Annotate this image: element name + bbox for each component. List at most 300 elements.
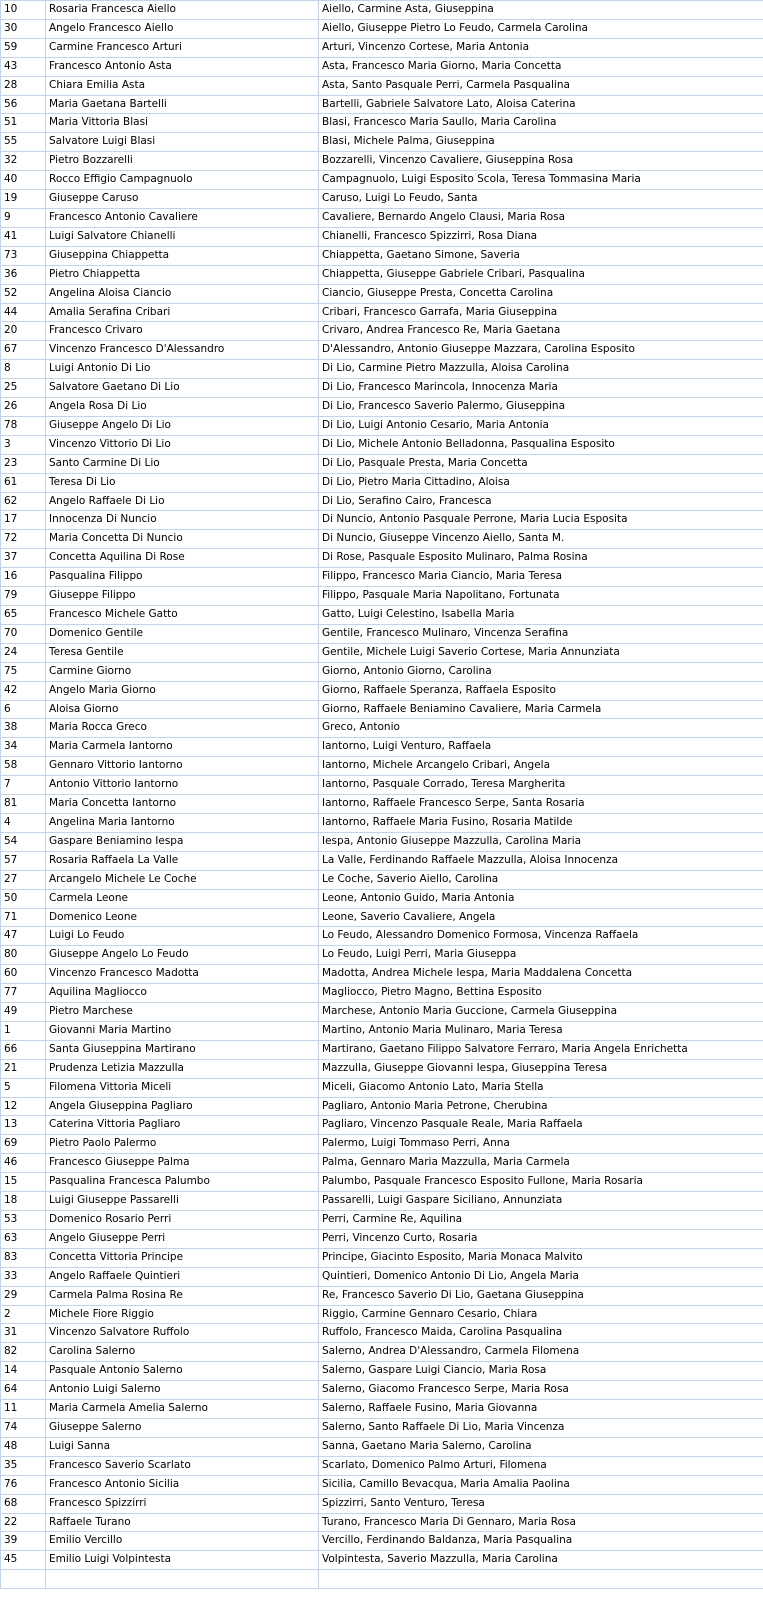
- parents-cell[interactable]: Iantorno, Michele Arcangelo Cribari, Angela: [319, 757, 763, 776]
- num-cell[interactable]: 8: [1, 360, 46, 379]
- parents-cell[interactable]: Magliocco, Pietro Magno, Bettina Esposito: [319, 984, 763, 1003]
- num-cell[interactable]: 63: [1, 1229, 46, 1248]
- table-row: [1, 76, 763, 95]
- name-cell[interactable]: Domenico Gentile: [46, 624, 319, 643]
- parents-cell[interactable]: Bozzarelli, Vincenzo Cavaliere, Giuseppina Rosa: [319, 152, 763, 171]
- parents-cell[interactable]: D'Alessandro, Antonio Giuseppe Mazzara, Carolina Esposito: [319, 341, 763, 360]
- table-row: [1, 1040, 763, 1059]
- name-cell[interactable]: Vincenzo Francesco D'Alessandro: [46, 341, 319, 360]
- parents-cell[interactable]: Scarlato, Domenico Palmo Arturi, Filomena: [319, 1456, 763, 1475]
- num-cell[interactable]: 38: [1, 719, 46, 738]
- name-cell[interactable]: Concetta Aquilina Di Rose: [46, 549, 319, 568]
- name-cell[interactable]: Luigi Lo Feudo: [46, 927, 319, 946]
- records-table-body: [1, 1, 763, 1589]
- parents-cell[interactable]: Lo Feudo, Luigi Perri, Maria Giuseppa: [319, 946, 763, 965]
- table-row: [1, 95, 763, 114]
- parents-cell[interactable]: Salerno, Raffaele Fusino, Maria Giovanna: [319, 1400, 763, 1419]
- name-cell[interactable]: Carolina Salerno: [46, 1343, 319, 1362]
- num-cell[interactable]: 44: [1, 303, 46, 322]
- parents-cell[interactable]: Gentile, Michele Luigi Saverio Cortese, Maria Annunziata: [319, 643, 763, 662]
- num-cell[interactable]: 2: [1, 1305, 46, 1324]
- name-cell[interactable]: Angelina Aloisa Ciancio: [46, 284, 319, 303]
- name-cell[interactable]: Angela Rosa Di Lio: [46, 398, 319, 417]
- num-cell[interactable]: 28: [1, 76, 46, 95]
- parents-cell[interactable]: Di Lio, Pasquale Presta, Maria Concetta: [319, 454, 763, 473]
- parents-cell[interactable]: Greco, Antonio: [319, 719, 763, 738]
- num-cell[interactable]: 10: [1, 1, 46, 20]
- table-row: [1, 473, 763, 492]
- name-cell[interactable]: Giuseppe Caruso: [46, 190, 319, 209]
- table-row: [1, 946, 763, 965]
- parents-cell[interactable]: Blasi, Michele Palma, Giuseppina: [319, 133, 763, 152]
- name-cell[interactable]: Giuseppe Filippo: [46, 587, 319, 606]
- parents-cell[interactable]: Giorno, Antonio Giorno, Carolina: [319, 662, 763, 681]
- parents-cell[interactable]: Ciancio, Giuseppe Presta, Concetta Carolina: [319, 284, 763, 303]
- num-cell[interactable]: 39: [1, 1532, 46, 1551]
- name-cell[interactable]: Emilio Vercillo: [46, 1532, 319, 1551]
- name-cell[interactable]: Francesco Antonio Sicilia: [46, 1475, 319, 1494]
- num-cell[interactable]: 48: [1, 1437, 46, 1456]
- name-cell[interactable]: Angelo Raffaele Di Lio: [46, 492, 319, 511]
- num-cell[interactable]: 27: [1, 870, 46, 889]
- parents-cell[interactable]: Madotta, Andrea Michele Iespa, Maria Maddalena Concetta: [319, 965, 763, 984]
- parents-cell[interactable]: Leone, Antonio Guido, Maria Antonia: [319, 889, 763, 908]
- parents-cell[interactable]: Di Lio, Francesco Marincola, Innocenza Maria: [319, 379, 763, 398]
- parents-cell[interactable]: Crivaro, Andrea Francesco Re, Maria Gaetana: [319, 322, 763, 341]
- table-row: [1, 606, 763, 625]
- num-cell[interactable]: 52: [1, 284, 46, 303]
- table-row: [1, 1570, 763, 1589]
- parents-cell[interactable]: La Valle, Ferdinando Raffaele Mazzulla, Aloisa Innocenza: [319, 851, 763, 870]
- table-row: [1, 776, 763, 795]
- num-cell[interactable]: 46: [1, 1154, 46, 1173]
- name-cell[interactable]: Francesco Crivaro: [46, 322, 319, 341]
- num-cell[interactable]: 59: [1, 38, 46, 57]
- num-cell[interactable]: 62: [1, 492, 46, 511]
- parents-cell[interactable]: Mazzulla, Giuseppe Giovanni Iespa, Giuseppina Teresa: [319, 1059, 763, 1078]
- name-cell[interactable]: Rosaria Raffaela La Valle: [46, 851, 319, 870]
- num-cell[interactable]: 81: [1, 795, 46, 814]
- parents-cell[interactable]: Blasi, Francesco Maria Saullo, Maria Carolina: [319, 114, 763, 133]
- parents-cell[interactable]: Perri, Vincenzo Curto, Rosaria: [319, 1229, 763, 1248]
- parents-cell[interactable]: Ruffolo, Francesco Maida, Carolina Pasqualina: [319, 1324, 763, 1343]
- name-cell[interactable]: Giovanni Maria Martino: [46, 1021, 319, 1040]
- table-row: [1, 227, 763, 246]
- name-cell[interactable]: Angelo Giuseppe Perri: [46, 1229, 319, 1248]
- num-cell[interactable]: 26: [1, 398, 46, 417]
- num-cell[interactable]: 35: [1, 1456, 46, 1475]
- name-cell[interactable]: Teresa Di Lio: [46, 473, 319, 492]
- num-cell[interactable]: 79: [1, 587, 46, 606]
- name-cell[interactable]: Angelo Raffaele Quintieri: [46, 1267, 319, 1286]
- parents-cell[interactable]: Aiello, Carmine Asta, Giuseppina: [319, 1, 763, 20]
- num-cell[interactable]: 41: [1, 227, 46, 246]
- num-cell[interactable]: 58: [1, 757, 46, 776]
- num-cell[interactable]: 74: [1, 1418, 46, 1437]
- num-cell[interactable]: 47: [1, 927, 46, 946]
- table-row: [1, 738, 763, 757]
- parents-cell[interactable]: Di Lio, Michele Antonio Belladonna, Pasqualina Esposito: [319, 435, 763, 454]
- name-cell[interactable]: Caterina Vittoria Pagliaro: [46, 1116, 319, 1135]
- name-cell[interactable]: Luigi Salvatore Chianelli: [46, 227, 319, 246]
- table-row: [1, 1135, 763, 1154]
- num-cell[interactable]: 7: [1, 776, 46, 795]
- table-row: [1, 1229, 763, 1248]
- parents-cell[interactable]: Chiappetta, Giuseppe Gabriele Cribari, Pasqualina: [319, 265, 763, 284]
- table-row: [1, 57, 763, 76]
- table-row: [1, 1267, 763, 1286]
- num-cell[interactable]: 20: [1, 322, 46, 341]
- table-row: [1, 208, 763, 227]
- table-row: [1, 1456, 763, 1475]
- table-row: [1, 19, 763, 38]
- name-cell[interactable]: Maria Carmela Amelia Salerno: [46, 1400, 319, 1419]
- parents-cell[interactable]: Turano, Francesco Maria Di Gennaro, Maria Rosa: [319, 1513, 763, 1532]
- name-cell[interactable]: Innocenza Di Nuncio: [46, 511, 319, 530]
- parents-cell[interactable]: [319, 1570, 763, 1589]
- name-cell[interactable]: Pietro Paolo Palermo: [46, 1135, 319, 1154]
- parents-cell[interactable]: Di Rose, Pasquale Esposito Mulinaro, Palma Rosina: [319, 549, 763, 568]
- parents-cell[interactable]: Sicilia, Camillo Bevacqua, Maria Amalia Paolina: [319, 1475, 763, 1494]
- num-cell[interactable]: 57: [1, 851, 46, 870]
- num-cell[interactable]: 67: [1, 341, 46, 360]
- num-cell[interactable]: 32: [1, 152, 46, 171]
- name-cell[interactable]: Santo Carmine Di Lio: [46, 454, 319, 473]
- name-cell[interactable]: Angelina Maria Iantorno: [46, 813, 319, 832]
- num-cell[interactable]: 82: [1, 1343, 46, 1362]
- table-row: [1, 624, 763, 643]
- num-cell[interactable]: 73: [1, 246, 46, 265]
- name-cell[interactable]: Maria Vittoria Blasi: [46, 114, 319, 133]
- parents-cell[interactable]: Campagnuolo, Luigi Esposito Scola, Teresa Tommasina Maria: [319, 171, 763, 190]
- name-cell[interactable]: Pasquale Antonio Salerno: [46, 1362, 319, 1381]
- parents-cell[interactable]: Arturi, Vincenzo Cortese, Maria Antonia: [319, 38, 763, 57]
- table-row: [1, 1551, 763, 1570]
- table-row: [1, 190, 763, 209]
- name-cell[interactable]: Pietro Chiappetta: [46, 265, 319, 284]
- name-cell[interactable]: Concetta Vittoria Principe: [46, 1248, 319, 1267]
- name-cell[interactable]: Maria Carmela Iantorno: [46, 738, 319, 757]
- parents-cell[interactable]: Principe, Giacinto Esposito, Maria Monaca Malvito: [319, 1248, 763, 1267]
- table-row: [1, 1400, 763, 1419]
- name-cell[interactable]: Giuseppe Angelo Lo Feudo: [46, 946, 319, 965]
- parents-cell[interactable]: Gatto, Luigi Celestino, Isabella Maria: [319, 606, 763, 625]
- num-cell[interactable]: 16: [1, 568, 46, 587]
- table-row: [1, 813, 763, 832]
- num-cell[interactable]: 37: [1, 549, 46, 568]
- num-cell[interactable]: 12: [1, 1097, 46, 1116]
- table-row: [1, 1059, 763, 1078]
- table-row: [1, 1494, 763, 1513]
- num-cell[interactable]: 76: [1, 1475, 46, 1494]
- parents-cell[interactable]: Caruso, Luigi Lo Feudo, Santa: [319, 190, 763, 209]
- num-cell[interactable]: 61: [1, 473, 46, 492]
- parents-cell[interactable]: Pagliaro, Antonio Maria Petrone, Cherubina: [319, 1097, 763, 1116]
- num-cell[interactable]: 24: [1, 643, 46, 662]
- num-cell[interactable]: 50: [1, 889, 46, 908]
- name-cell[interactable]: Domenico Leone: [46, 908, 319, 927]
- num-cell[interactable]: 34: [1, 738, 46, 757]
- num-cell[interactable]: 65: [1, 606, 46, 625]
- num-cell[interactable]: 53: [1, 1211, 46, 1230]
- parents-cell[interactable]: Iantorno, Luigi Venturo, Raffaela: [319, 738, 763, 757]
- parents-cell[interactable]: Quintieri, Domenico Antonio Di Lio, Angela Maria: [319, 1267, 763, 1286]
- num-cell[interactable]: 60: [1, 965, 46, 984]
- name-cell[interactable]: Arcangelo Michele Le Coche: [46, 870, 319, 889]
- name-cell[interactable]: Pietro Marchese: [46, 1003, 319, 1022]
- parents-cell[interactable]: Salerno, Andrea D'Alessandro, Carmela Filomena: [319, 1343, 763, 1362]
- parents-cell[interactable]: Di Nuncio, Antonio Pasquale Perrone, Maria Lucia Esposita: [319, 511, 763, 530]
- name-cell[interactable]: Luigi Antonio Di Lio: [46, 360, 319, 379]
- parents-cell[interactable]: Salerno, Santo Raffaele Di Lio, Maria Vincenza: [319, 1418, 763, 1437]
- num-cell[interactable]: 75: [1, 662, 46, 681]
- num-cell[interactable]: 54: [1, 832, 46, 851]
- num-cell[interactable]: 49: [1, 1003, 46, 1022]
- parents-cell[interactable]: Martino, Antonio Maria Mulinaro, Maria Teresa: [319, 1021, 763, 1040]
- num-cell[interactable]: 14: [1, 1362, 46, 1381]
- parents-cell[interactable]: Passarelli, Luigi Gaspare Siciliano, Annunziata: [319, 1192, 763, 1211]
- parents-cell[interactable]: Vercillo, Ferdinando Baldanza, Maria Pasqualina: [319, 1532, 763, 1551]
- parents-cell[interactable]: Iantorno, Raffaele Maria Fusino, Rosaria Matilde: [319, 813, 763, 832]
- parents-cell[interactable]: Gentile, Francesco Mulinaro, Vincenza Serafina: [319, 624, 763, 643]
- num-cell[interactable]: 3: [1, 435, 46, 454]
- parents-cell[interactable]: Filippo, Pasquale Maria Napolitano, Fortunata: [319, 587, 763, 606]
- name-cell[interactable]: Aquilina Magliocco: [46, 984, 319, 1003]
- num-cell[interactable]: 66: [1, 1040, 46, 1059]
- table-row: [1, 1286, 763, 1305]
- num-cell[interactable]: 68: [1, 1494, 46, 1513]
- name-cell[interactable]: Maria Concetta Di Nuncio: [46, 530, 319, 549]
- num-cell[interactable]: 25: [1, 379, 46, 398]
- parents-cell[interactable]: Spizzirri, Santo Venturo, Teresa: [319, 1494, 763, 1513]
- name-cell[interactable]: Francesco Antonio Asta: [46, 57, 319, 76]
- num-cell[interactable]: 31: [1, 1324, 46, 1343]
- parents-cell[interactable]: Miceli, Giacomo Antonio Lato, Maria Stella: [319, 1078, 763, 1097]
- parents-cell[interactable]: Palma, Gennaro Maria Mazzulla, Maria Carmela: [319, 1154, 763, 1173]
- parents-cell[interactable]: Cavaliere, Bernardo Angelo Clausi, Maria Rosa: [319, 208, 763, 227]
- table-row: [1, 511, 763, 530]
- num-cell[interactable]: 56: [1, 95, 46, 114]
- parents-cell[interactable]: Volpintesta, Saverio Mazzulla, Maria Carolina: [319, 1551, 763, 1570]
- num-cell[interactable]: 40: [1, 171, 46, 190]
- name-cell[interactable]: Giuseppe Salerno: [46, 1418, 319, 1437]
- name-cell[interactable]: Filomena Vittoria Miceli: [46, 1078, 319, 1097]
- parents-cell[interactable]: Re, Francesco Saverio Di Lio, Gaetana Giuseppina: [319, 1286, 763, 1305]
- table-row: [1, 1078, 763, 1097]
- parents-cell[interactable]: Chiappetta, Gaetano Simone, Saveria: [319, 246, 763, 265]
- name-cell[interactable]: Maria Concetta Iantorno: [46, 795, 319, 814]
- name-cell[interactable]: Rocco Effigio Campagnuolo: [46, 171, 319, 190]
- table-row: [1, 984, 763, 1003]
- parents-cell[interactable]: Iantorno, Raffaele Francesco Serpe, Santa Rosaria: [319, 795, 763, 814]
- num-cell[interactable]: 77: [1, 984, 46, 1003]
- table-row: [1, 152, 763, 171]
- name-cell[interactable]: Carmela Leone: [46, 889, 319, 908]
- parents-cell[interactable]: Di Lio, Pietro Maria Cittadino, Aloisa: [319, 473, 763, 492]
- table-row: [1, 114, 763, 133]
- name-cell[interactable]: Giuseppina Chiappetta: [46, 246, 319, 265]
- parents-cell[interactable]: Perri, Carmine Re, Aquilina: [319, 1211, 763, 1230]
- parents-cell[interactable]: Asta, Francesco Maria Giorno, Maria Concetta: [319, 57, 763, 76]
- table-row: [1, 1362, 763, 1381]
- name-cell[interactable]: Antonio Luigi Salerno: [46, 1381, 319, 1400]
- name-cell[interactable]: Francesco Antonio Cavaliere: [46, 208, 319, 227]
- num-cell[interactable]: 78: [1, 416, 46, 435]
- parents-cell[interactable]: Martirano, Gaetano Filippo Salvatore Ferraro, Maria Angela Enrichetta: [319, 1040, 763, 1059]
- name-cell[interactable]: Gaspare Beniamino Iespa: [46, 832, 319, 851]
- num-cell[interactable]: 51: [1, 114, 46, 133]
- name-cell[interactable]: Pasqualina Francesca Palumbo: [46, 1173, 319, 1192]
- num-cell[interactable]: 43: [1, 57, 46, 76]
- num-cell[interactable]: 71: [1, 908, 46, 927]
- table-row: [1, 568, 763, 587]
- name-cell[interactable]: Maria Gaetana Bartelli: [46, 95, 319, 114]
- name-cell[interactable]: Francesco Saverio Scarlato: [46, 1456, 319, 1475]
- table-row: [1, 1248, 763, 1267]
- name-cell[interactable]: Angelo Maria Giorno: [46, 681, 319, 700]
- num-cell[interactable]: 69: [1, 1135, 46, 1154]
- name-cell[interactable]: Teresa Gentile: [46, 643, 319, 662]
- num-cell[interactable]: 64: [1, 1381, 46, 1400]
- name-cell[interactable]: Angelo Francesco Aiello: [46, 19, 319, 38]
- num-cell[interactable]: 15: [1, 1173, 46, 1192]
- table-row: [1, 322, 763, 341]
- num-cell[interactable]: 17: [1, 511, 46, 530]
- parents-cell[interactable]: Di Lio, Francesco Saverio Palermo, Giuseppina: [319, 398, 763, 417]
- num-cell[interactable]: 23: [1, 454, 46, 473]
- table-row: [1, 1381, 763, 1400]
- table-row: [1, 379, 763, 398]
- num-cell[interactable]: 33: [1, 1267, 46, 1286]
- parents-cell[interactable]: Marchese, Antonio Maria Guccione, Carmela Giuseppina: [319, 1003, 763, 1022]
- name-cell[interactable]: Carmine Francesco Arturi: [46, 38, 319, 57]
- name-cell[interactable]: Giuseppe Angelo Di Lio: [46, 416, 319, 435]
- num-cell[interactable]: 55: [1, 133, 46, 152]
- parents-cell[interactable]: Aiello, Giuseppe Pietro Lo Feudo, Carmela Carolina: [319, 19, 763, 38]
- name-cell[interactable]: Luigi Giuseppe Passarelli: [46, 1192, 319, 1211]
- num-cell[interactable]: 45: [1, 1551, 46, 1570]
- parents-cell[interactable]: Salerno, Giacomo Francesco Serpe, Maria Rosa: [319, 1381, 763, 1400]
- parents-cell[interactable]: Filippo, Francesco Maria Ciancio, Maria Teresa: [319, 568, 763, 587]
- name-cell[interactable]: Luigi Sanna: [46, 1437, 319, 1456]
- name-cell[interactable]: Antonio Vittorio Iantorno: [46, 776, 319, 795]
- num-cell[interactable]: 11: [1, 1400, 46, 1419]
- num-cell[interactable]: 6: [1, 700, 46, 719]
- name-cell[interactable]: Vincenzo Salvatore Ruffolo: [46, 1324, 319, 1343]
- parents-cell[interactable]: Leone, Saverio Cavaliere, Angela: [319, 908, 763, 927]
- num-cell[interactable]: 29: [1, 1286, 46, 1305]
- name-cell[interactable]: Vincenzo Vittorio Di Lio: [46, 435, 319, 454]
- name-cell[interactable]: Vincenzo Francesco Madotta: [46, 965, 319, 984]
- name-cell[interactable]: Francesco Michele Gatto: [46, 606, 319, 625]
- table-row: [1, 1003, 763, 1022]
- table-row: [1, 1324, 763, 1343]
- table-row: [1, 1532, 763, 1551]
- num-cell[interactable]: 72: [1, 530, 46, 549]
- name-cell[interactable]: Carmela Palma Rosina Re: [46, 1286, 319, 1305]
- num-cell[interactable]: 30: [1, 19, 46, 38]
- num-cell[interactable]: 4: [1, 813, 46, 832]
- num-cell[interactable]: 70: [1, 624, 46, 643]
- name-cell[interactable]: Prudenza Letizia Mazzulla: [46, 1059, 319, 1078]
- name-cell[interactable]: Aloisa Giorno: [46, 700, 319, 719]
- name-cell[interactable]: Francesco Spizzirri: [46, 1494, 319, 1513]
- num-cell[interactable]: 18: [1, 1192, 46, 1211]
- name-cell[interactable]: Domenico Rosario Perri: [46, 1211, 319, 1230]
- parents-cell[interactable]: Giorno, Raffaele Speranza, Raffaela Esposito: [319, 681, 763, 700]
- name-cell[interactable]: Michele Fiore Riggio: [46, 1305, 319, 1324]
- parents-cell[interactable]: Le Coche, Saverio Aiello, Carolina: [319, 870, 763, 889]
- parents-cell[interactable]: Iantorno, Pasquale Corrado, Teresa Margherita: [319, 776, 763, 795]
- parents-cell[interactable]: Giorno, Raffaele Beniamino Cavaliere, Maria Carmela: [319, 700, 763, 719]
- parents-cell[interactable]: Riggio, Carmine Gennaro Cesario, Chiara: [319, 1305, 763, 1324]
- num-cell[interactable]: [1, 1570, 46, 1589]
- name-cell[interactable]: Salvatore Gaetano Di Lio: [46, 379, 319, 398]
- name-cell[interactable]: Salvatore Luigi Blasi: [46, 133, 319, 152]
- table-row: [1, 681, 763, 700]
- parents-cell[interactable]: Iespa, Antonio Giuseppe Mazzulla, Carolina Maria: [319, 832, 763, 851]
- name-cell[interactable]: Rosaria Francesca Aiello: [46, 1, 319, 20]
- table-row: [1, 795, 763, 814]
- table-row: [1, 965, 763, 984]
- name-cell[interactable]: Emilio Luigi Volpintesta: [46, 1551, 319, 1570]
- num-cell[interactable]: 80: [1, 946, 46, 965]
- table-row: [1, 530, 763, 549]
- parents-cell[interactable]: Asta, Santo Pasquale Perri, Carmela Pasqualina: [319, 76, 763, 95]
- name-cell[interactable]: Pasqualina Filippo: [46, 568, 319, 587]
- parents-cell[interactable]: Lo Feudo, Alessandro Domenico Formosa, Vincenza Raffaela: [319, 927, 763, 946]
- parents-cell[interactable]: Palumbo, Pasquale Francesco Esposito Fullone, Maria Rosaria: [319, 1173, 763, 1192]
- name-cell[interactable]: [46, 1570, 319, 1589]
- parents-cell[interactable]: Bartelli, Gabriele Salvatore Lato, Aloisa Caterina: [319, 95, 763, 114]
- parents-cell[interactable]: Sanna, Gaetano Maria Salerno, Carolina: [319, 1437, 763, 1456]
- parents-cell[interactable]: Di Nuncio, Giuseppe Vincenzo Aiello, Santa M.: [319, 530, 763, 549]
- name-cell[interactable]: Chiara Emilia Asta: [46, 76, 319, 95]
- num-cell[interactable]: 5: [1, 1078, 46, 1097]
- parents-cell[interactable]: Di Lio, Serafino Cairo, Francesca: [319, 492, 763, 511]
- name-cell[interactable]: Raffaele Turano: [46, 1513, 319, 1532]
- num-cell[interactable]: 42: [1, 681, 46, 700]
- parents-cell[interactable]: Palermo, Luigi Tommaso Perri, Anna: [319, 1135, 763, 1154]
- num-cell[interactable]: 9: [1, 208, 46, 227]
- parents-cell[interactable]: Chianelli, Francesco Spizzirri, Rosa Diana: [319, 227, 763, 246]
- num-cell[interactable]: 36: [1, 265, 46, 284]
- num-cell[interactable]: 1: [1, 1021, 46, 1040]
- parents-cell[interactable]: Salerno, Gaspare Luigi Ciancio, Maria Rosa: [319, 1362, 763, 1381]
- table-row: [1, 549, 763, 568]
- num-cell[interactable]: 22: [1, 1513, 46, 1532]
- name-cell[interactable]: Carmine Giorno: [46, 662, 319, 681]
- parents-cell[interactable]: Cribari, Francesco Garrafa, Maria Giuseppina: [319, 303, 763, 322]
- name-cell[interactable]: Pietro Bozzarelli: [46, 152, 319, 171]
- num-cell[interactable]: 21: [1, 1059, 46, 1078]
- name-cell[interactable]: Amalia Serafina Cribari: [46, 303, 319, 322]
- parents-cell[interactable]: Di Lio, Carmine Pietro Mazzulla, Aloisa Carolina: [319, 360, 763, 379]
- num-cell[interactable]: 19: [1, 190, 46, 209]
- parents-cell[interactable]: Pagliaro, Vincenzo Pasquale Reale, Maria Raffaela: [319, 1116, 763, 1135]
- num-cell[interactable]: 13: [1, 1116, 46, 1135]
- name-cell[interactable]: Santa Giuseppina Martirano: [46, 1040, 319, 1059]
- name-cell[interactable]: Gennaro Vittorio Iantorno: [46, 757, 319, 776]
- name-cell[interactable]: Francesco Giuseppe Palma: [46, 1154, 319, 1173]
- table-row: [1, 643, 763, 662]
- name-cell[interactable]: Maria Rocca Greco: [46, 719, 319, 738]
- num-cell[interactable]: 83: [1, 1248, 46, 1267]
- parents-cell[interactable]: Di Lio, Luigi Antonio Cesario, Maria Antonia: [319, 416, 763, 435]
- name-cell[interactable]: Angela Giuseppina Pagliaro: [46, 1097, 319, 1116]
- table-row: [1, 757, 763, 776]
- table-row: [1, 870, 763, 889]
